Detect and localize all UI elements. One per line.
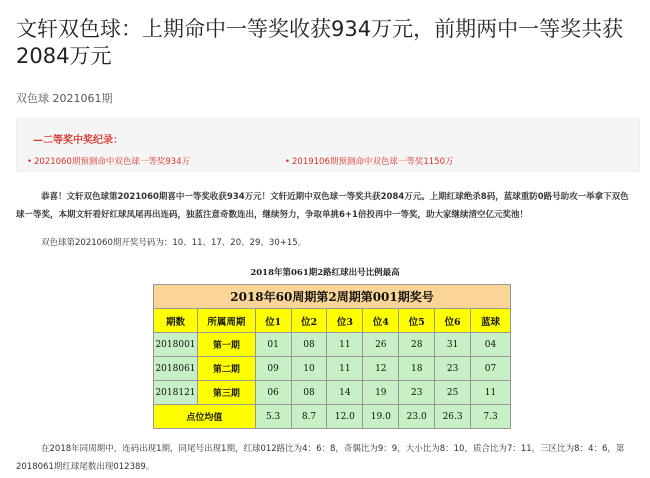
period-cell: 第二期 [197,357,255,381]
header-cell: 期数 [154,309,198,333]
number-cell: 28 [399,333,435,357]
issue-cell: 2018061 [154,357,198,381]
table-row [154,357,511,381]
table-row [154,381,511,405]
blue-ball-cell: 07 [471,357,511,381]
number-cell: 12 [363,357,399,381]
header-cell: 位2 [291,309,327,333]
number-cell: 10 [291,357,327,381]
issue-cell: 2018001 [154,333,198,357]
header-cell: 所属周期 [197,309,255,333]
average-cell: 12.0 [327,405,363,429]
number-cell: 08 [291,381,327,405]
number-cell: 31 [435,333,471,357]
average-cell: 26.3 [435,405,471,429]
issue-label: 双色球 2021061期 [16,92,113,105]
prize-record-item: • 2021060期预测命中双色球一等奖934万 [27,157,191,167]
number-cell: 23 [399,381,435,405]
statistics-paragraph: 在2018年同周期中，连码出现1期，同尾号出现1期，红球012路比为4：6：8，奇偶比为9：9，大小比为8：10，质合比为7：11，三区比为8：4：6，第2018061期红球尾数出现012389。 [16,444,625,472]
average-row [154,405,511,429]
average-cell: 7.3 [471,405,511,429]
table-title: 2018年第061期2路红球出号比例最高 [250,268,400,278]
period-cell: 第一期 [197,333,255,357]
header-cell: 位1 [255,309,291,333]
number-cell: 11 [327,333,363,357]
average-label: 点位均值 [154,405,256,429]
number-cell: 08 [291,333,327,357]
average-cell: 8.7 [291,405,327,429]
table-header-row [154,309,511,333]
blue-ball-cell: 04 [471,333,511,357]
header-cell: 蓝球 [471,309,511,333]
article-title: 文轩双色球：上期命中一等奖收获934万元，前期两中一等奖共获2084万元 [16,17,624,68]
number-cell: 09 [255,357,291,381]
header-cell: 位4 [363,309,399,333]
bullet-icon: • [285,157,291,167]
bullet-icon: • [27,157,33,167]
table-row [154,333,511,357]
draw-history-table [153,284,511,429]
prize-record-heading: —二等奖中奖纪录： [33,135,123,146]
issue-cell: 2018121 [154,381,198,405]
number-cell: 19 [363,381,399,405]
number-cell: 06 [255,381,291,405]
period-cell: 第三期 [197,381,255,405]
number-cell: 23 [435,357,471,381]
prize-record-box [16,118,640,172]
average-cell: 23.0 [399,405,435,429]
number-cell: 11 [327,357,363,381]
table-caption: 2018年60周期第2周期第001期奖号 [154,285,511,309]
average-cell: 19.0 [363,405,399,429]
average-cell: 5.3 [255,405,291,429]
number-cell: 18 [399,357,435,381]
header-cell: 位3 [327,309,363,333]
number-cell: 25 [435,381,471,405]
congrats-paragraph: 恭喜！文轩双色球第2021060期喜中一等奖收获934万元！文轩近期中双色球一等奖共获2084万元。上期红球绝杀8码，蓝球重防0路号助攻一举拿下双色球一等奖，本期文轩看好红球凤尾再出连码，独蓝注意奇数连出，继续努力，争取单挑6+1倍投再中一等奖，助大家继续清空亿元奖池！ [16,192,629,220]
prize-record-item: • 2019106期预测命中双色球一等奖1150万 [285,157,454,167]
header-cell: 位5 [399,309,435,333]
header-cell: 位6 [435,309,471,333]
number-cell: 01 [255,333,291,357]
draw-result-paragraph: 双色球第2021060期开奖号码为：10、11、17、20、29、30+15。 [41,238,307,248]
number-cell: 14 [327,381,363,405]
blue-ball-cell: 11 [471,381,511,405]
number-cell: 26 [363,333,399,357]
